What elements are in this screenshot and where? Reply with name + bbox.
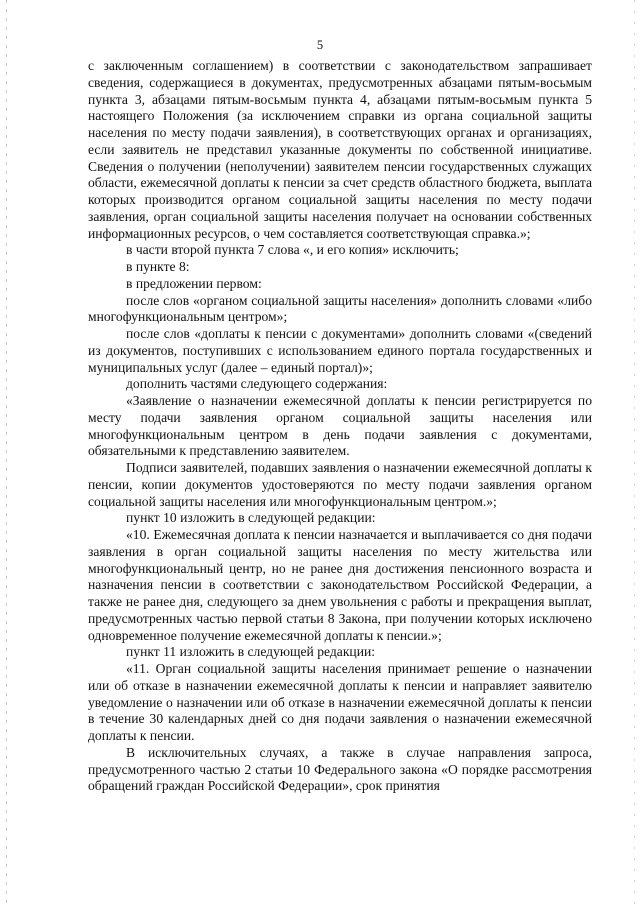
paragraph: после слов «доплаты к пенсии с документами» дополнить словами «(сведений из документов, поступивших с использованием единого портала государственных и муниципальных услуг (далее – единый портал)»; (88, 326, 592, 375)
paragraph: в предложении первом: (126, 275, 262, 291)
paragraph: в части второй пункта 7 слова «, и его копия» исключить; (126, 242, 459, 258)
paragraph: «11. Орган социальной защиты населения принимает решение о назначении или об отказе в назначении ежемесячной доплаты к пенсии и направляет заявителю уведомление о назначении или об отказе в назначении ежемесячной доплаты к пенсии в течение 30 календарных дней со дня подачи заявления о назначении ежемесячной доплаты к пенсии. (88, 661, 592, 743)
paragraph: пункт 10 изложить в следующей редакции: (126, 510, 376, 526)
paragraph: «10. Ежемесячная доплата к пенсии назначается и выплачивается со дня подачи заявления в орган социальной защиты населения по месту жительства или многофункциональный центр, но не ранее дня достижения пенсионного возраста и назначения пенсии в соответствии с законодательством Российской Федерации, а также не ранее дня, следующего за днем увольнения с работы и прекращения выплат, предусмотренных частью первой статьи 8 Закона, при получении которых исключено одновременное получение ежемесячной доплаты к пенсии.»; (88, 527, 592, 643)
paragraph: с заключенным соглашением) в соответствии с законодательством запрашивает сведения, содержащиеся в документах, предусмотренных абзацами пятым-восьмым пункта 3, абзацами пятым-восьмым пункта 4, абзацами пятым-восьмым пункта 5 настоящего Положения (за исключением справки из органа социальной защиты населения по месту подачи заявления), в соответствующих органах и организациях, если заявитель не представил указанные документы по собственной инициативе. Сведения о получении (неполучении) заявителем пенсии государственных служащих области, ежемесячной доплаты к пенсии за счет средств областного бюджета, выплата которых производится органом социальной защиты населения по месту подачи заявления, орган социальной защиты населения получает на основании собственных информационных ресурсов, о чем составляется соответствующая справка.»; (88, 58, 592, 241)
page-number: 5 (316, 38, 324, 52)
paragraph: пункт 11 изложить в следующей редакции: (126, 644, 376, 660)
paragraph: В исключительных случаях, а также в случае направления запроса, предусмотренного частью 2 статьи 10 Федерального закона «О порядке рассмотрения обращений граждан Российской Федерации», срок принятия (88, 744, 592, 794)
paragraph: Подписи заявителей, подавших заявления о назначении ежемесячной доплаты к пенсии, копии документов удостоверяются по месту подачи заявления органом социальной защиты населения или многофункциональным центром.»; (88, 460, 592, 509)
scan-edge-right (634, 0, 635, 905)
document-body (88, 58, 592, 795)
paragraph: после слов «органом социальной защиты населения» дополнить словами «либо многофункциональным центром»; (88, 292, 592, 325)
paragraph: «Заявление о назначении ежемесячной доплаты к пенсии регистрируется по месту подачи заявления органом социальной защиты населения или многофункциональным центром в день подачи заявления с документами, обязательными к представлению заявителем. (88, 393, 592, 459)
paragraph: в пункте 8: (126, 259, 190, 274)
scan-edge-left (6, 0, 7, 905)
paragraph: дополнить частями следующего содержания: (126, 376, 388, 392)
